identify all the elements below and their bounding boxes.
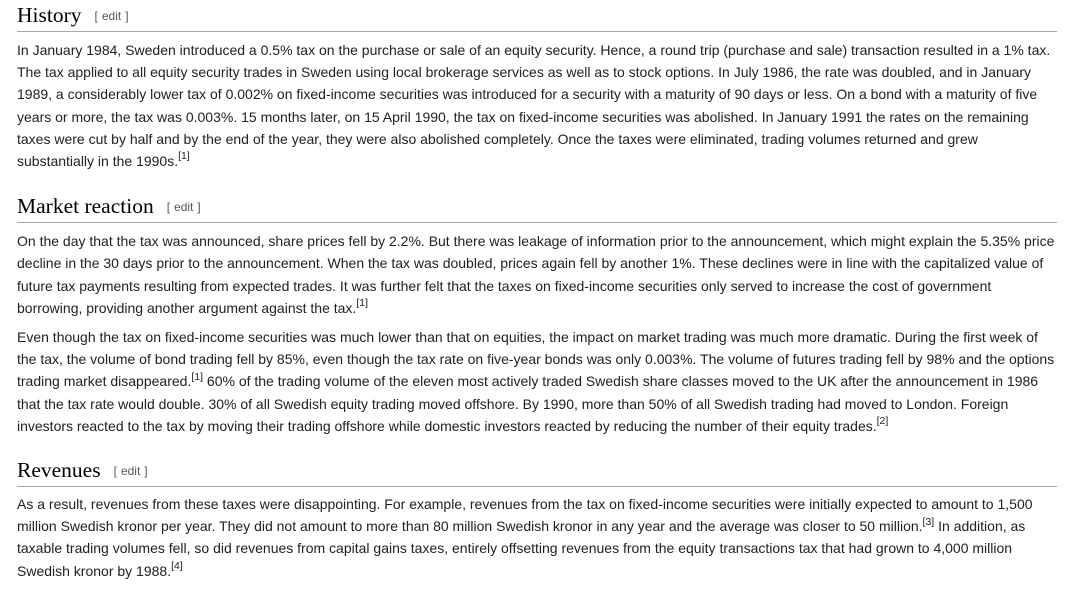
bracket-open: [	[94, 9, 98, 23]
paragraph-market-reaction-2	[17, 326, 1057, 437]
citation-link[interactable]: [1]	[191, 370, 204, 383]
citation-link[interactable]: [1]	[356, 297, 369, 310]
section-title: Market reaction	[17, 194, 154, 219]
paragraph-text: Even though the tax on fixed-income securities was much lower than that on equities, the impact on market trading was much more dramatic. During the first week of the tax, the volume of bond trading fell by 85%, even though the tax rate on five-year bonds was only 0.003%. The volume of futures trading fell by 98% and the options trading market disappeared.	[17, 329, 1055, 390]
bracket-close: ]	[144, 464, 148, 479]
edit-section	[114, 464, 148, 478]
section-heading-revenues	[17, 457, 1057, 487]
paragraph-text: In January 1984, Sweden introduced a 0.5% tax on the purchase or sale of an equity security. Hence, a round trip (purchase and sale) transaction resulted in a 1% tax. The tax applied to all equity security trades in Sweden using local brokerage services as well as to stock options. In July 1986, the rate was doubled, and in January 1989, a considerably lower tax of 0.002% on fixed-income securities was introduced for a security with a maturity of 90 days or less. On a bond with a maturity of five years or more, the tax was 0.003%. 15 months later, on 15 April 1990, the tax on fixed-income securities was abolished. In January 1991 the rates on the remaining taxes were cut by half and by the end of the year, they were also abolished completely. Once the taxes were eliminated, trading volumes returned and grew substantially in the 1990s.	[17, 42, 1051, 170]
edit-link-market-reaction[interactable]: edit	[174, 200, 194, 215]
edit-section	[95, 9, 129, 23]
paragraph-revenues	[17, 493, 1057, 582]
bracket-open: [	[166, 200, 171, 215]
edit-section	[167, 200, 201, 214]
citation-link[interactable]: [4]	[171, 560, 183, 572]
citation-link[interactable]: [1]	[178, 150, 190, 163]
bracket-close: ]	[197, 200, 201, 215]
section-heading-market-reaction	[17, 193, 1057, 223]
paragraph-history	[17, 39, 1057, 172]
section-heading-history	[17, 2, 1057, 32]
paragraph-market-reaction-1	[17, 230, 1057, 319]
edit-link-history[interactable]: edit	[101, 9, 122, 23]
citation-link[interactable]: [3]	[922, 515, 935, 528]
bracket-close: ]	[125, 9, 129, 23]
edit-link-revenues[interactable]: edit	[120, 464, 141, 479]
bracket-open: [	[113, 464, 117, 479]
paragraph-text: 60% of the trading volume of the eleven most actively traded Swedish share classes moved to the UK after the announcement in 1986 that the tax rate would double. 30% of all Swedish equity trading moved offshore. By 1990, more than 50% of all Swedish trading had moved to London. Foreign investors reacted to the tax by moving their trading offshore while domestic investors reacted by reducing the number of their equity trades.	[17, 373, 1039, 434]
paragraph-text: As a result, revenues from these taxes were disappointing. For example, revenues from the tax on fixed-income securities were initially expected to amount to 1,500 million Swedish kronor per year. They did not amount to more than 80 million Swedish kronor in any year and the average was closer to 50 million.	[17, 496, 1033, 535]
section-title: History	[17, 3, 82, 27]
article-content	[17, 0, 1057, 582]
paragraph-text: In addition, as taxable trading volumes fell, so did revenues from capital gains taxes, entirely offsetting revenues from the equity transactions tax that had grown to 4,000 million Swedish kronor by 1988.	[17, 518, 1026, 579]
section-title: Revenues	[17, 458, 101, 483]
paragraph-text: On the day that the tax was announced, share prices fell by 2.2%. But there was leakage of information prior to the announcement, which might explain the 5.35% price decline in the 30 days prior to the announcement. When the tax was doubled, prices again fell by another 1%. These declines were in line with the capitalized value of future tax payments resulting from expected trades. It was further felt that the taxes on fixed-income securities only served to increase the cost of government borrowing, providing another argument against the tax.	[17, 233, 1055, 316]
citation-link[interactable]: [2]	[876, 415, 889, 428]
